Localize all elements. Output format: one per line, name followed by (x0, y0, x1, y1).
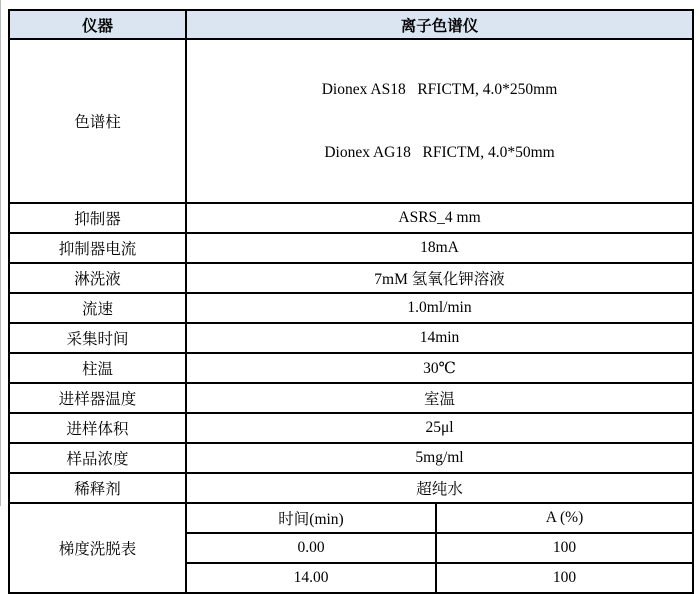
row-value: 5mg/ml (186, 443, 693, 473)
table-row-acquisition-time (9, 323, 693, 353)
table-row-suppressor (9, 203, 693, 233)
row-label: 稀释剂 (9, 473, 186, 503)
row-value: 25μl (186, 413, 693, 443)
row-label: 进样器温度 (9, 383, 186, 413)
row-value: ASRS_4 mm (186, 203, 693, 233)
row-value: 室温 (186, 383, 693, 413)
row-label: 抑制器电流 (9, 233, 186, 263)
row-label: 柱温 (9, 353, 186, 383)
table-header-row (9, 10, 693, 39)
row-value-column (186, 39, 693, 203)
instrument-spec-table (8, 9, 694, 594)
table-row-eluent (9, 263, 693, 293)
page-edge-line (0, 0, 1, 506)
gradient-table-header-row (9, 503, 693, 533)
gradient-col-a-percent: A (%) (436, 503, 693, 533)
row-label: 抑制器 (9, 203, 186, 233)
row-label: 淋洗液 (9, 263, 186, 293)
row-label: 进样体积 (9, 413, 186, 443)
header-instrument-label: 仪器 (9, 10, 186, 39)
table-row-sample-concentration (9, 443, 693, 473)
table-row-injection-volume (9, 413, 693, 443)
column-line-1: Dionex AS18 RFICTM, 4.0*250mm (321, 81, 558, 98)
gradient-table-label: 梯度洗脱表 (9, 503, 186, 593)
row-label: 样品浓度 (9, 443, 186, 473)
table-row-injector-temp (9, 383, 693, 413)
gradient-col-time: 时间(min) (186, 503, 436, 533)
table-row-flow-rate (9, 293, 693, 323)
gradient-time-value: 0.00 (186, 533, 436, 563)
table-row-column (9, 39, 693, 203)
row-value: 14min (186, 323, 693, 353)
row-label: 流速 (9, 293, 186, 323)
row-label-column: 色谱柱 (9, 39, 186, 203)
gradient-time-value: 14.00 (186, 563, 436, 593)
gradient-a-value: 100 (436, 533, 693, 563)
row-value: 30℃ (186, 353, 693, 383)
column-line-2: Dionex AG18 RFICTM, 4.0*50mm (324, 144, 555, 161)
table-row-diluent (9, 473, 693, 503)
row-label: 采集时间 (9, 323, 186, 353)
row-value: 超纯水 (186, 473, 693, 503)
table-row-column-temp (9, 353, 693, 383)
row-value: 18mA (186, 233, 693, 263)
gradient-a-value: 100 (436, 563, 693, 593)
row-value: 1.0ml/min (186, 293, 693, 323)
header-instrument-value: 离子色谱仪 (186, 10, 693, 39)
table-row-suppressor-current (9, 233, 693, 263)
row-value: 7mM 氢氧化钾溶液 (186, 263, 693, 293)
